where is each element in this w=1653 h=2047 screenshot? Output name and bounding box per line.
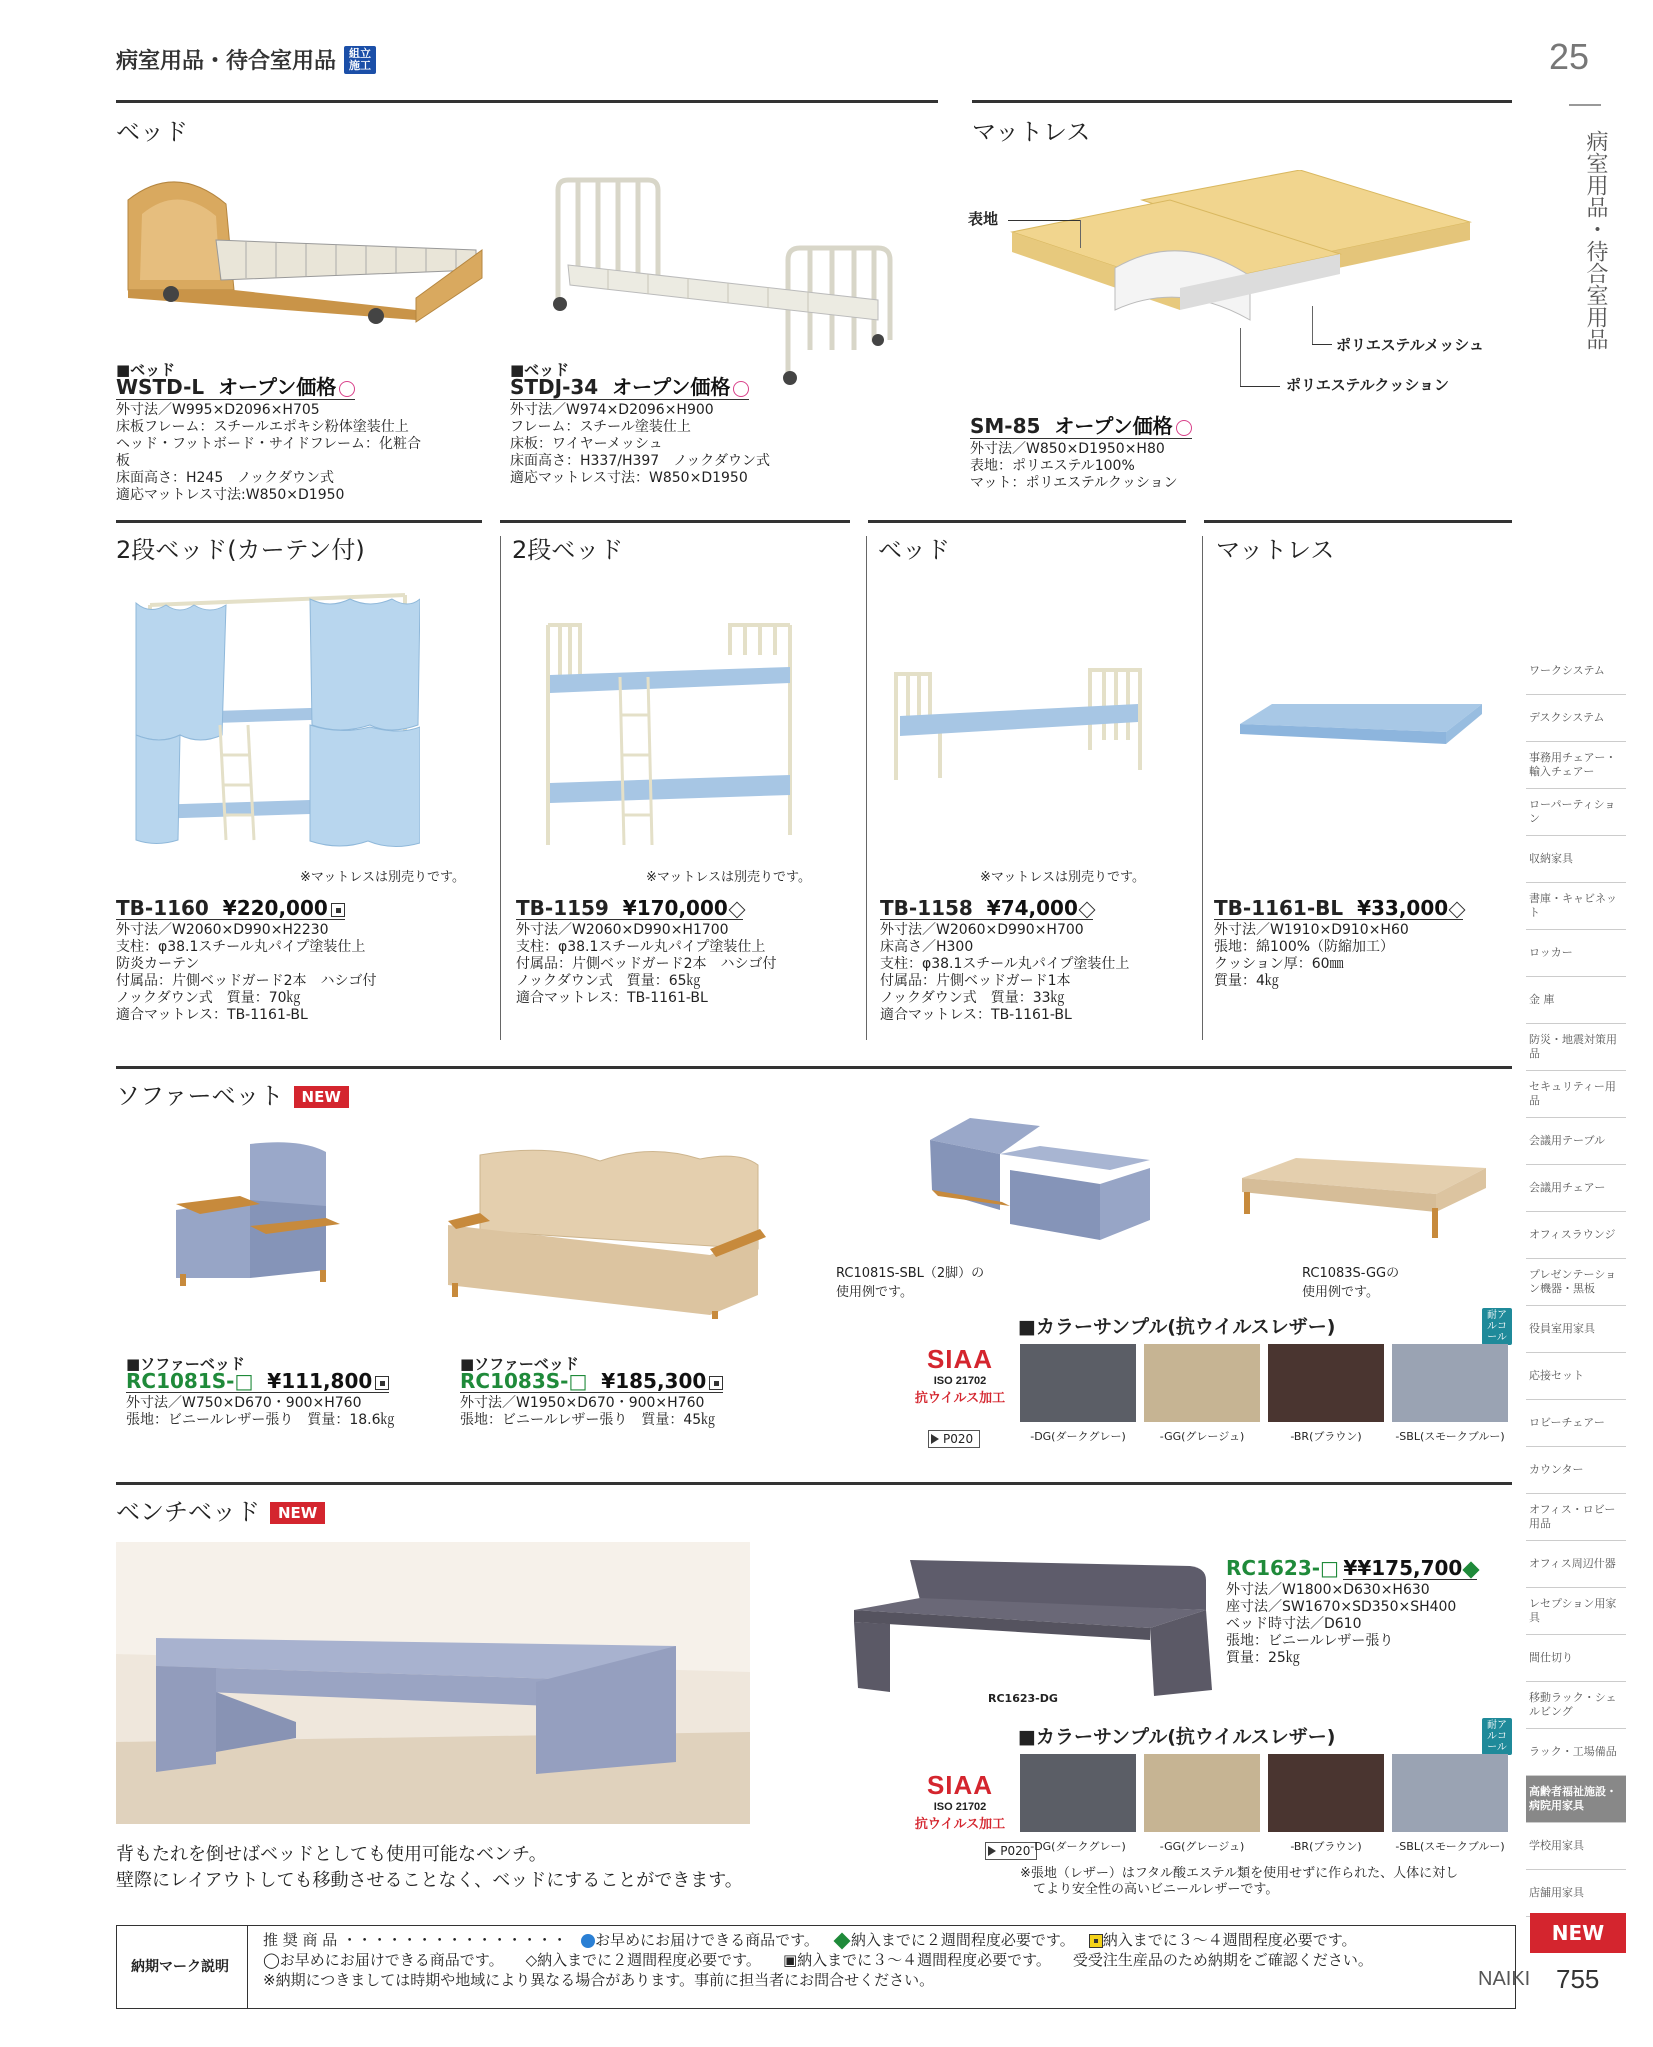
side-index-item[interactable]: デスクシステム	[1526, 695, 1626, 742]
section-title-sofa-bed: ソファーベット NEW	[116, 1076, 349, 1111]
leader-line	[1312, 306, 1313, 344]
section-title-bench-bed: ベンチベッド NEW	[116, 1492, 325, 1527]
product-code: RC1623-□	[1226, 1556, 1339, 1580]
yellow-square-icon	[1089, 1934, 1103, 1948]
chapter-vertical-title: 病室用品・待合室用品	[1583, 130, 1608, 350]
side-index-item[interactable]: ロビーチェアー	[1526, 1400, 1626, 1447]
side-index-item[interactable]: レセプション用家具	[1526, 1588, 1626, 1635]
side-index	[1526, 648, 1626, 1917]
chapter-dash	[1569, 104, 1601, 106]
rc1081-use-example-image	[910, 1110, 1170, 1260]
divider	[116, 520, 482, 523]
side-index-item[interactable]: 防災・地震対策用品	[1526, 1024, 1626, 1071]
product-sm85: SM-85 オープン価格 外寸法／W850×D1950×H80 表地：ポリエステル100% マット：ポリエステルクッション	[970, 418, 1270, 492]
leader-line	[1312, 344, 1332, 345]
swatch-dg	[1020, 1344, 1136, 1422]
product-name: TB-1158 ¥74,000	[880, 900, 1093, 920]
product-name: WSTD-L オープン価格	[116, 379, 355, 400]
rc1081-use-caption: RC1081S-SBL（2脚）の 使用例です。	[836, 1266, 985, 1300]
side-index-item[interactable]: 金 庫	[1526, 977, 1626, 1024]
divider	[116, 1066, 1512, 1069]
assembly-badge: 組立施工	[344, 46, 376, 74]
side-index-item[interactable]: ワークシステム	[1526, 648, 1626, 695]
section-title-bunk-curtain: 2段ベッド(カーテン付)	[116, 536, 365, 564]
leader-line	[1240, 328, 1241, 386]
swatch-dg	[1020, 1754, 1136, 1832]
order-made-mark	[1176, 420, 1192, 436]
leader-line	[1240, 386, 1280, 387]
product-rc1083: ■ソファーベッド RC1083S-□ ¥185,300 外寸法／W1950×D670・900×H760 張地：ビニールレザー張り 質量：45㎏	[460, 1356, 760, 1429]
swatch-title: ■カラーサンプル(抗ウイルスレザー)	[1018, 1316, 1336, 1338]
tb1160-bunk-curtain-image	[130, 585, 420, 850]
bench-description: 背もたれを倒せばベッドとしても使用可能なベンチ。 壁際にレイアウトしても移動させることなく、ベッドにすることができます。	[116, 1844, 743, 1891]
delivery-2-weeks-mark	[1078, 901, 1095, 918]
rc1081-sofa-image	[170, 1138, 350, 1288]
section-title-bunk: 2段ベッド	[512, 536, 624, 564]
side-index-item[interactable]: 応接セット	[1526, 1353, 1626, 1400]
page-category: 病室用品・待合室用品	[116, 49, 337, 74]
side-index-item[interactable]: 高齢者福祉施設・病院用家具	[1526, 1776, 1626, 1823]
side-index-item[interactable]: ローパーティション	[1526, 789, 1626, 836]
side-index-item[interactable]: 店舗用家具	[1526, 1870, 1626, 1917]
side-index-item[interactable]: セキュリティー用品	[1526, 1071, 1626, 1118]
product-tb1159: TB-1159 ¥170,000 外寸法／W2060×D990×H1700 支柱：φ38.1スチール丸パイプ塗装仕上 付属品：片側ベッドガード2本 ハシゴ付 ノックダウン式 質量：65㎏ 適合マットレス：TB-1161-BL	[516, 896, 777, 1006]
chapter-number: 25	[1548, 36, 1589, 77]
swatch-title: ■カラーサンプル(抗ウイルスレザー)	[1018, 1726, 1336, 1748]
side-index-item[interactable]: ロッカー	[1526, 930, 1626, 977]
product-rc1623: RC1623-□ ¥¥175,700 外寸法／W1800×D630×H630 座寸法／SW1670×SD350×SH400 ベッド時寸法／D610 張地：ビニールレザー張り 質量：25㎏	[1226, 1560, 1516, 1667]
swatch-br	[1268, 1344, 1384, 1422]
alcohol-resistant-badge: 耐アルコール	[1482, 1308, 1512, 1345]
product-name: SM-85 オープン価格	[970, 418, 1192, 439]
new-badge: NEW	[270, 1502, 325, 1524]
page-header	[116, 44, 376, 75]
label-mesh: ポリエステルメッシュ	[1336, 336, 1484, 354]
swatch-sbl	[1392, 1754, 1508, 1832]
product-name: RC1081S-□ ¥111,800	[126, 1373, 389, 1393]
stdj-bed-image	[548, 170, 908, 390]
page-ref-p020[interactable]: P020	[985, 1842, 1037, 1860]
column-divider	[1202, 536, 1203, 1040]
legend-label: 納期マーク説明	[131, 1959, 229, 1975]
leader-line	[1080, 220, 1081, 248]
siaa-mark: SIAA ISO 21702 抗ウイルス加工	[914, 1344, 1006, 1405]
column-divider	[500, 536, 501, 1040]
product-stdj: ■ベッド STDJ-34 オープン価格 外寸法／W974×D2096×H900 フレーム：スチール塗装仕上 床板：ワイヤーメッシュ 床面高さ：H337/H397 ノックダウン式 適応マットレス寸法：W850×D1950	[510, 362, 820, 487]
side-index-item[interactable]: カウンター	[1526, 1447, 1626, 1494]
swatch-br	[1268, 1754, 1384, 1832]
tb1158-bed-image	[890, 660, 1150, 785]
delivery-3-4-weeks-mark	[331, 903, 345, 917]
delivery-2-weeks-mark	[1463, 1561, 1480, 1578]
side-index-item[interactable]: 学校用家具	[1526, 1823, 1626, 1870]
tb1160-note: ※マットレスは別売りです。	[300, 870, 465, 885]
delivery-3-4-weeks-mark	[375, 1376, 389, 1390]
order-made-mark	[733, 381, 749, 397]
wstd-bed-image	[116, 170, 496, 340]
brand-name: NAIKI	[1478, 1968, 1531, 1990]
product-name: TB-1161-BL ¥33,000	[1214, 900, 1463, 920]
tb1161-mattress-image	[1236, 700, 1486, 760]
section-title-mattress: マットレス	[972, 118, 1091, 146]
side-index-item[interactable]: オフィスラウンジ	[1526, 1212, 1626, 1259]
order-made-mark	[339, 381, 355, 397]
side-index-item[interactable]: 収納家具	[1526, 836, 1626, 883]
divider	[116, 1482, 1512, 1485]
delivery-3-4-weeks-mark	[709, 1376, 723, 1390]
section-title-mattress2: マットレス	[1216, 536, 1335, 564]
column-divider	[866, 536, 867, 1040]
label-cushion: ポリエステルクッション	[1286, 376, 1450, 394]
product-tb1161: TB-1161-BL ¥33,000 外寸法／W1910×D910×H60 張地：綿100%（防縮加工） クッション厚：60㎜ 質量：4㎏	[1214, 900, 1514, 990]
product-tb1160: TB-1160 ¥220,000 外寸法／W2060×D990×H2230 支柱：φ38.1スチール丸パイプ塗装仕上 防炎カーテン 付属品：片側ベッドガード2本 ハシゴ付 ノックダウン式 質量：70㎏ 適合マットレス：TB-1161-BL	[116, 896, 377, 1023]
blue-dot-icon	[581, 1934, 595, 1948]
rc1623-bench-image	[850, 1550, 1214, 1700]
side-index-item[interactable]: 役員室用家具	[1526, 1306, 1626, 1353]
side-index-item[interactable]: 間仕切り	[1526, 1635, 1626, 1682]
leader-line	[1008, 220, 1080, 221]
divider	[868, 520, 1186, 523]
side-index-item[interactable]: 事務用チェアー・輸入チェアー	[1526, 742, 1626, 789]
delivery-2-weeks-mark	[1449, 901, 1466, 918]
divider	[972, 100, 1512, 103]
product-tb1158: TB-1158 ¥74,000 外寸法／W2060×D990×H700 床高さ／H300 支柱：φ38.1スチール丸パイプ塗装仕上 付属品：片側ベッドガード1本 ノックダウン式 質量：33㎏ 適合マットレス：TB-1161-BL	[880, 896, 1130, 1023]
label-surface: 表地	[968, 210, 999, 228]
swatch-gg	[1144, 1754, 1260, 1832]
side-index-item[interactable]: 移動ラック・シェルビング	[1526, 1682, 1626, 1729]
product-wstd: ■ベッド WSTD-L オープン価格 外寸法／W995×D2096×H705 床板フレーム：スチールエポキシ粉体塗装仕上 ヘッド・フットボード・サイドフレーム：化粧合板 床面高さ：H245 ノックダウン式 適応マットレス寸法:W850×D1950	[116, 362, 426, 504]
page-number: 755	[1556, 1964, 1600, 1994]
swatch-labels: -DG(ダークグレー) -GG(グレージュ) -BR(ブラウン) -SBL(スモークブルー)	[1030, 1430, 1505, 1443]
leather-note: ※張地（レザー）はフタル酸エステル類を使用せずに作られた、人体に対し てより安全性の高いビニールレザーです。	[1020, 1866, 1459, 1897]
rc1623-caption: RC1623-DG	[988, 1692, 1058, 1705]
bench-bed-room-photo	[116, 1542, 750, 1824]
section-title-bed2: ベッド	[878, 536, 950, 564]
product-rc1081: ■ソファーベッド RC1081S-□ ¥111,800 外寸法／W750×D670・900×H760 張地：ビニールレザー張り 質量：18.6㎏	[126, 1355, 395, 1428]
swatch-labels: -DG(ダークグレー) -GG(グレージュ) -BR(ブラウン) -SBL(スモークブルー)	[1030, 1840, 1505, 1853]
divider	[1204, 520, 1512, 523]
swatch-sbl	[1392, 1344, 1508, 1422]
tb1159-note: ※マットレスは別売りです。	[646, 870, 811, 885]
side-index-item[interactable]: ラック・工場備品	[1526, 1729, 1626, 1776]
side-index-item[interactable]: 会議用チェアー	[1526, 1165, 1626, 1212]
side-index-item[interactable]: 書庫・キャビネット	[1526, 883, 1626, 930]
page-ref-p020[interactable]: P020	[928, 1430, 980, 1448]
side-index-item[interactable]: オフィス周辺什器	[1526, 1541, 1626, 1588]
divider	[500, 520, 850, 523]
rc1083-sofa-image	[440, 1145, 770, 1320]
swatch-gg	[1144, 1344, 1260, 1422]
side-index-item[interactable]: 会議用テーブル	[1526, 1118, 1626, 1165]
side-index-item[interactable]: オフィス・ロビー用品	[1526, 1494, 1626, 1541]
delivery-2-weeks-mark	[728, 901, 745, 918]
alcohol-resistant-badge: 耐アルコール	[1482, 1718, 1512, 1755]
green-diamond-icon	[833, 1932, 850, 1949]
tb1158-note: ※マットレスは別売りです。	[980, 870, 1145, 885]
delivery-legend: 納期マーク説明 推 奨 商 品 ・・・・・・・・・・・・・・・ お早めにお届けできる商品です。 納入までに２週間程度必要です。 納入までに３～４週間程度必要です。 ◯お早めにお届けできる商品です。 ◇納入までに２週間程度必要です。 ▣納入までに３～４週間程度必要です。 受受注生産品のため納期をご確認ください。 ※納期につきましては時期や地域により異なる場合があります。事前に担当者にお問合せください。	[116, 1925, 1516, 2009]
swatch-row	[1020, 1344, 1508, 1422]
product-price: ¥¥175,700	[1343, 1560, 1477, 1580]
side-index-item[interactable]: プレゼンテーション機器・黒板	[1526, 1259, 1626, 1306]
product-name: TB-1160 ¥220,000	[116, 900, 345, 920]
siaa-mark: SIAA ISO 21702 抗ウイルス加工	[914, 1770, 1006, 1831]
product-category: ■ベッド	[510, 361, 570, 379]
product-name: STDJ-34 オープン価格	[510, 379, 749, 400]
divider	[116, 100, 938, 103]
tb1159-bunk-image	[540, 615, 820, 850]
rc1083-use-example-image	[1236, 1148, 1496, 1248]
rc1083-use-caption: RC1083S-GGの 使用例です。	[1302, 1266, 1400, 1300]
new-badge: NEW	[294, 1086, 349, 1108]
product-name: TB-1159 ¥170,000	[516, 900, 743, 920]
new-footer-badge: NEW	[1530, 1913, 1626, 1953]
product-category: ■ベッド	[116, 361, 176, 379]
product-name: RC1083S-□ ¥185,300	[460, 1373, 723, 1393]
section-title-bed: ベッド	[116, 118, 188, 146]
swatch-row	[1020, 1754, 1508, 1832]
